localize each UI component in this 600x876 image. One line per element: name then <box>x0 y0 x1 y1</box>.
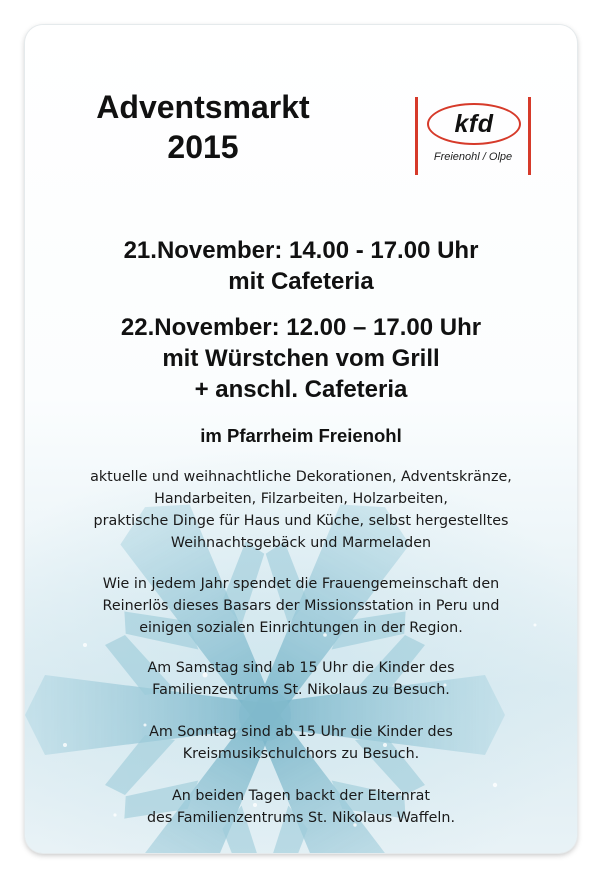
paragraph-sunday <box>25 721 577 765</box>
paragraph-line: Handarbeiten, Filzarbeiten, Holzarbeiten, <box>154 491 448 507</box>
schedule-day1-time: 21.November: 14.00 - 17.00 Uhr <box>123 237 479 264</box>
paragraph-line: Kreismusikschulchors zu Besuch. <box>182 746 420 762</box>
paragraph-line: Am Samstag sind ab 15 Uhr die Kinder des <box>147 660 455 676</box>
paragraph-line: Wie in jedem Jahr spendet die Frauengemeinschaft den <box>102 576 500 592</box>
event-title-year: 2015 <box>167 129 239 165</box>
paragraph-line: des Familienzentrums St. Nikolaus Waffeln. <box>146 810 455 826</box>
paragraph-line: Reinerlös dieses Basars der Missionsstation in Peru und <box>102 598 500 614</box>
schedule-day2-extra: + anschl. Cafeteria <box>194 376 408 403</box>
schedule-day1 <box>25 235 577 297</box>
event-title-line1: Adventsmarkt <box>96 89 310 125</box>
paragraph-waffles <box>25 785 577 829</box>
paragraph-offerings <box>25 466 577 554</box>
schedule-day1-detail: mit Cafeteria <box>228 268 374 295</box>
flyer-card <box>25 25 577 853</box>
paragraph-line: An beiden Tagen backt der Elternrat <box>171 788 431 804</box>
logo-right-bar <box>528 97 531 175</box>
paragraph-line: aktuelle und weihnachtliche Dekorationen, Adventskränze, <box>90 469 512 485</box>
kfd-logo <box>415 97 531 175</box>
venue: im Pfarrheim Freienohl <box>200 425 402 446</box>
logo-left-bar <box>415 97 418 175</box>
logo-oval <box>427 103 521 145</box>
paragraph-saturday <box>25 657 577 701</box>
paragraph-line: Am Sonntag sind ab 15 Uhr die Kinder des <box>149 724 453 740</box>
schedule-day2-time: 22.November: 12.00 – 17.00 Uhr <box>120 314 482 341</box>
logo-subtitle: Freienohl / Olpe <box>433 151 513 163</box>
logo-wordmark: kfd <box>454 109 494 138</box>
paragraph-line: Weihnachtsgebäck und Marmeladen <box>170 535 432 551</box>
paragraph-donation <box>25 573 577 639</box>
paragraph-line: einigen sozialen Einrichtungen in der Region. <box>139 620 463 636</box>
schedule-day2 <box>25 312 577 405</box>
schedule-day2-detail: mit Würstchen vom Grill <box>162 345 440 372</box>
event-title <box>73 87 333 167</box>
paragraph-line: praktische Dinge für Haus und Küche, selbst hergestelltes <box>93 513 509 529</box>
paragraph-line: Familienzentrums St. Nikolaus zu Besuch. <box>152 682 450 698</box>
